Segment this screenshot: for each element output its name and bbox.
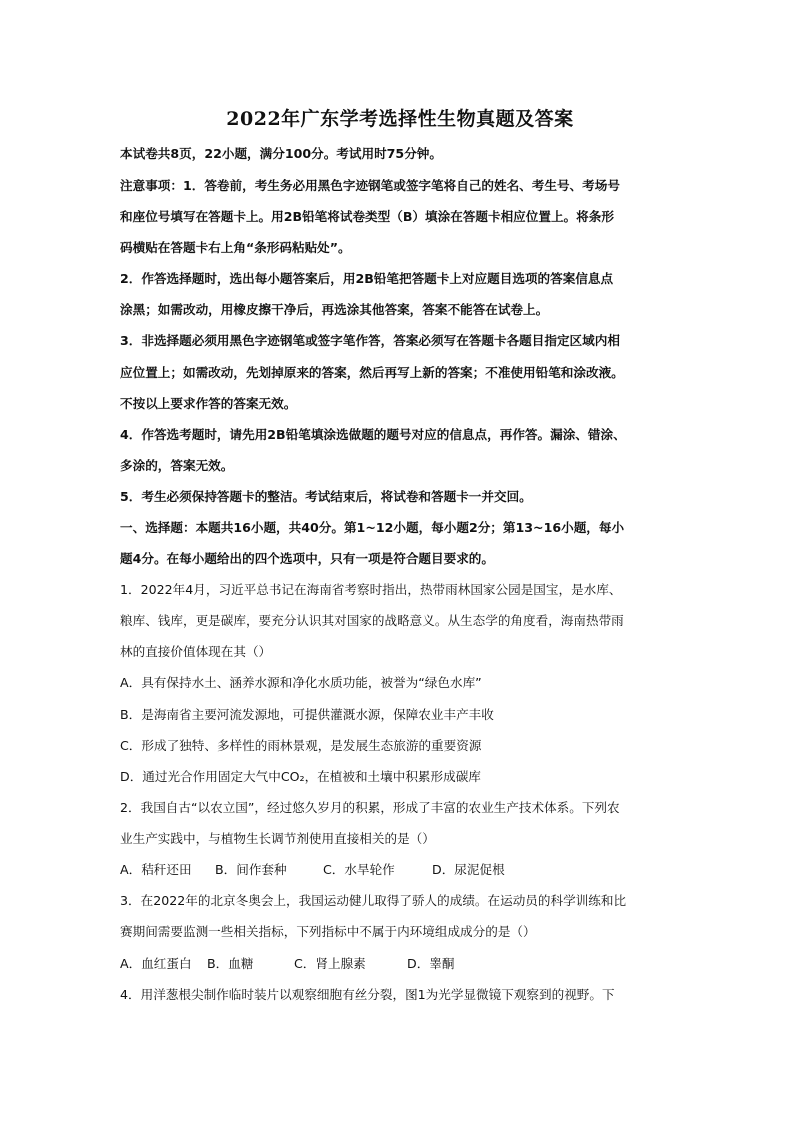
notes-line-4: 2．作答选择题时，选出每小题答案后，用2B铅笔把答题卡上对应题目选项的答案信息点 — [120, 271, 614, 286]
notes-line-8: 不按以上要求作答的答案无效。 — [120, 396, 297, 411]
q2-stem-line-2: 业生产实践中，与植物生长调节剂使用直接相关的是（） — [120, 831, 435, 846]
q3-option-c: C．肾上腺素 — [294, 956, 366, 971]
q1-stem-line-2: 粮库、钱库，更是碳库，要充分认识其对国家的战略意义。从生态学的角度看，海南热带雨 — [120, 613, 624, 628]
q2-stem-line-1: 2．我国自古“以农立国”，经过悠久岁月的积累，形成了丰富的农业生产技术体系。下列农 — [120, 800, 620, 815]
q2-option-a: A．秸秆还田 — [120, 862, 192, 877]
q4-stem-line-1: 4．用洋葱根尖制作临时装片以观察细胞有丝分裂，图1为光学显微镜下观察到的视野。下 — [120, 987, 615, 1002]
q1-option-a: A．具有保持水土、涵养水源和净化水质功能，被誉为“绿色水库” — [120, 675, 482, 690]
q1-option-d: D．通过光合作用固定大气中CO₂，在植被和土壤中积累形成碳库 — [120, 769, 481, 784]
q3-stem-line-2: 赛期间需要监测一些相关指标，下列指标中不属于内环境组成成分的是（） — [120, 924, 536, 939]
q2-options — [120, 861, 680, 879]
q3-options — [120, 955, 680, 973]
exam-intro: 本试卷共8页，22小题，满分100分。考试用时75分钟。 — [120, 146, 442, 161]
q3-option-d: D．睾酮 — [407, 956, 455, 971]
notes-line-11: 5．考生必须保持答题卡的整洁。考试结束后，将试卷和答题卡一并交回。 — [120, 489, 532, 504]
page-title: 2022年广东学考选择性生物真题及答案 — [226, 108, 574, 130]
q1-option-b: B．是海南省主要河流发源地，可提供灌溉水源，保障农业丰产丰收 — [120, 707, 494, 722]
notes-line-10: 多涂的，答案无效。 — [120, 458, 234, 473]
notes-line-3: 码横贴在答题卡右上角“条形码粘贴处”。 — [120, 240, 351, 255]
q2-option-c: C．水旱轮作 — [323, 862, 395, 877]
q3-option-b: B．血糖 — [207, 956, 254, 971]
q3-stem-line-1: 3．在2022年的北京冬奥会上，我国运动健儿取得了骄人的成绩。在运动员的科学训练和比 — [120, 893, 627, 908]
notes-line-1: 注意事项：1．答卷前，考生务必用黑色字迹钢笔或签字笔将自己的姓名、考生号、考场号 — [120, 178, 620, 193]
section-heading-line-1: 一、选择题：本题共16小题，共40分。第1~12小题，每小题2分；第13~16小题，每小 — [120, 520, 625, 535]
q1-option-c: C．形成了独特、多样性的雨林景观，是发展生态旅游的重要资源 — [120, 738, 482, 753]
notes-line-5: 涂黑；如需改动，用橡皮擦干净后，再选涂其他答案，答案不能答在试卷上。 — [120, 302, 549, 317]
q1-stem-line-3: 林的直接价值体现在其（） — [120, 644, 272, 659]
section-heading-line-2: 题4分。在每小题给出的四个选项中，只有一项是符合题目要求的。 — [120, 551, 494, 566]
q2-option-b: B．间作套种 — [215, 862, 287, 877]
q2-option-d: D．尿泥促根 — [432, 862, 505, 877]
q1-stem-line-1: 1．2022年4月，习近平总书记在海南省考察时指出，热带雨林国家公园是国宝，是水库、 — [120, 582, 622, 597]
notes-line-7: 应位置上；如需改动，先划掉原来的答案，然后再写上新的答案；不准使用铅笔和涂改液。 — [120, 365, 624, 380]
notes-line-6: 3．非选择题必须用黑色字迹钢笔或签字笔作答，答案必须写在答题卡各题目指定区域内相 — [120, 333, 620, 348]
notes-line-2: 和座位号填写在答题卡上。用2B铅笔将试卷类型（B）填涂在答题卡相应位置上。将条形 — [120, 209, 614, 224]
q3-option-a: A．血红蛋白 — [120, 956, 192, 971]
notes-line-9: 4．作答选考题时，请先用2B铅笔填涂选做题的题号对应的信息点，再作答。漏涂、错涂、 — [120, 427, 626, 442]
